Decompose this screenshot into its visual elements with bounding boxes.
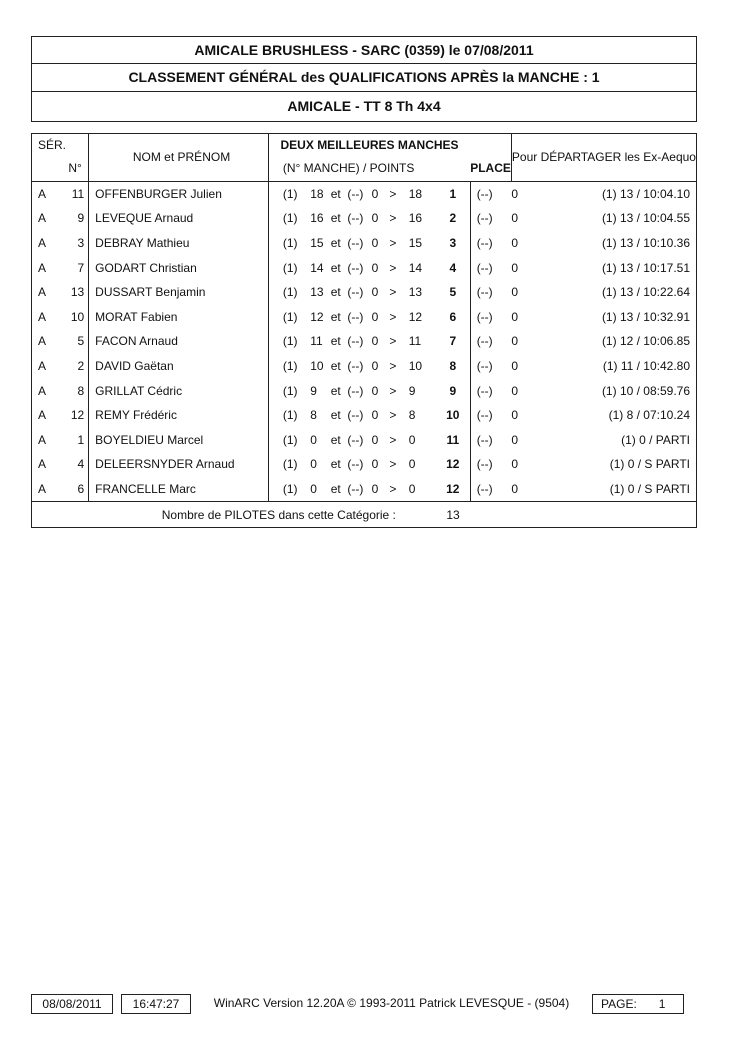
- arrow-label: >: [389, 309, 397, 324]
- total-points: 0: [408, 482, 416, 497]
- col-name-header: NOM et PRÉNOM: [89, 134, 269, 182]
- tiebreak-points: 0: [511, 260, 519, 275]
- table-row: [32, 280, 697, 305]
- pilot-count-value: 13: [436, 502, 470, 528]
- driver-name: DEBRAY Mathieu: [89, 231, 269, 256]
- series-cell: A: [32, 354, 67, 379]
- heat-2-points: 0: [371, 457, 379, 472]
- heat-2-points: 0: [371, 211, 379, 226]
- heat-2-points: 0: [371, 260, 379, 275]
- heat-2-points: 0: [371, 359, 379, 374]
- heat-1-points: 13: [310, 285, 324, 300]
- series-cell: A: [32, 403, 67, 428]
- series-cell: A: [32, 305, 67, 330]
- driver-name: FRANCELLE Marc: [89, 477, 269, 502]
- driver-name: BOYELDIEU Marcel: [89, 428, 269, 453]
- heat-1-number: (1): [282, 236, 298, 251]
- heat-2-number: (--): [347, 186, 364, 201]
- tiebreak-result: (1) 13 / 10:04.55: [551, 206, 696, 231]
- total-points: 8: [408, 408, 416, 423]
- tiebreak-result: (1) 0 / S PARTI: [551, 477, 696, 502]
- tiebreak-result: (1) 13 / 10:17.51: [551, 255, 696, 280]
- tiebreak-result: (1) 13 / 10:22.64: [551, 280, 696, 305]
- heat-2-points: 0: [371, 408, 379, 423]
- heat-2-points: 0: [371, 482, 379, 497]
- heat-2-number: (--): [347, 359, 364, 374]
- table-row: [32, 477, 697, 502]
- total-points: 16: [408, 211, 423, 226]
- series-cell: A: [32, 255, 67, 280]
- heat-2-points: 0: [371, 236, 379, 251]
- driver-number: 6: [66, 477, 89, 502]
- print-date: 08/08/2011: [31, 994, 113, 1014]
- heat-1-number: (1): [282, 482, 298, 497]
- tiebreak-heat: (--): [476, 285, 493, 300]
- category-title: AMICALE - TT 8 Th 4x4: [31, 91, 697, 122]
- arrow-label: >: [389, 457, 397, 472]
- heat-2-number: (--): [347, 260, 364, 275]
- col-tiebreak-header: Pour DÉPARTAGER les Ex-Aequo: [511, 134, 696, 182]
- arrow-label: >: [389, 260, 397, 275]
- footer: [31, 994, 684, 1014]
- total-points: 13: [408, 285, 423, 300]
- heat-2-number: (--): [347, 408, 364, 423]
- tiebreak-points: 0: [511, 408, 519, 423]
- table-row: [32, 354, 697, 379]
- summary-row: [32, 502, 697, 528]
- place-cell: 12: [436, 452, 470, 477]
- heat-1-number: (1): [282, 408, 298, 423]
- table-row: [32, 231, 697, 256]
- total-points: 0: [408, 457, 416, 472]
- driver-number: 11: [66, 181, 89, 206]
- classification-title: CLASSEMENT GÉNÉRAL des QUALIFICATIONS APRÈS la MANCHE : 1: [31, 63, 697, 92]
- driver-name: DAVID Gaëtan: [89, 354, 269, 379]
- total-points: 0: [408, 432, 416, 447]
- tiebreak-heat: (--): [476, 383, 493, 398]
- tiebreak-points: 0: [511, 236, 519, 251]
- tiebreak-heat: (--): [476, 211, 493, 226]
- driver-number: 9: [66, 206, 89, 231]
- heat-1-number: (1): [282, 260, 298, 275]
- heat-2-number: (--): [347, 211, 364, 226]
- driver-name: MORAT Fabien: [89, 305, 269, 330]
- table-row: [32, 305, 697, 330]
- table-row: [32, 452, 697, 477]
- col-no-header: N°: [66, 156, 89, 181]
- driver-name: GODART Christian: [89, 255, 269, 280]
- heat-1-points: 16: [310, 211, 324, 226]
- driver-name: DUSSART Benjamin: [89, 280, 269, 305]
- col-ser-header: SÉR.: [32, 134, 67, 157]
- event-title: AMICALE BRUSHLESS - SARC (0359) le 07/08/2011: [31, 36, 697, 64]
- col-place-header: PLACE: [470, 156, 511, 181]
- series-cell: A: [32, 452, 67, 477]
- series-cell: A: [32, 280, 67, 305]
- heat-1-points: 0: [310, 432, 317, 447]
- heat-1-number: (1): [282, 186, 298, 201]
- tiebreak-points: 0: [511, 334, 519, 349]
- tiebreak-points: 0: [511, 482, 519, 497]
- heat-2-points: 0: [371, 285, 379, 300]
- driver-number: 10: [66, 305, 89, 330]
- and-label: et: [330, 457, 341, 472]
- heat-1-number: (1): [282, 359, 298, 374]
- print-time: 16:47:27: [121, 994, 191, 1014]
- and-label: et: [330, 482, 341, 497]
- tiebreak-points: 0: [511, 309, 519, 324]
- table-row: [32, 255, 697, 280]
- and-label: et: [330, 309, 341, 324]
- tiebreak-result: (1) 0 / S PARTI: [551, 452, 696, 477]
- tiebreak-result: (1) 13 / 10:32.91: [551, 305, 696, 330]
- and-label: et: [330, 432, 341, 447]
- and-label: et: [330, 383, 341, 398]
- tiebreak-heat: (--): [476, 186, 493, 201]
- tiebreak-points: 0: [511, 285, 519, 300]
- driver-number: 5: [66, 329, 89, 354]
- place-cell: 2: [436, 206, 470, 231]
- tiebreak-result: (1) 11 / 10:42.80: [551, 354, 696, 379]
- driver-name: OFFENBURGER Julien: [89, 181, 269, 206]
- tiebreak-heat: (--): [476, 408, 493, 423]
- place-cell: 8: [436, 354, 470, 379]
- table-row: [32, 181, 697, 206]
- heat-1-points: 18: [310, 186, 324, 201]
- tiebreak-heat: (--): [476, 260, 493, 275]
- software-version: WinARC Version 12.20A © 1993-2011 Patrick LEVESQUE - (9504): [213, 996, 570, 1010]
- tiebreak-points: 0: [511, 359, 519, 374]
- and-label: et: [330, 408, 341, 423]
- heat-1-number: (1): [282, 383, 298, 398]
- place-cell: 11: [436, 428, 470, 453]
- table-row: [32, 329, 697, 354]
- driver-number: 12: [66, 403, 89, 428]
- driver-name: GRILLAT Cédric: [89, 378, 269, 403]
- heat-2-points: 0: [371, 186, 379, 201]
- series-cell: A: [32, 181, 67, 206]
- heat-1-points: 9: [310, 383, 317, 398]
- series-cell: A: [32, 477, 67, 502]
- heat-2-points: 0: [371, 432, 379, 447]
- driver-number: 4: [66, 452, 89, 477]
- driver-name: LEVEQUE Arnaud: [89, 206, 269, 231]
- tiebreak-result: (1) 8 / 07:10.24: [551, 403, 696, 428]
- total-points: 10: [408, 359, 423, 374]
- tiebreak-heat: (--): [476, 236, 493, 251]
- tiebreak-result: (1) 0 / PARTI: [551, 428, 696, 453]
- driver-number: 2: [66, 354, 89, 379]
- heat-2-points: 0: [371, 334, 379, 349]
- arrow-label: >: [389, 432, 397, 447]
- heat-1-points: 14: [310, 260, 324, 275]
- heat-1-points: 10: [310, 359, 324, 374]
- driver-number: 1: [66, 428, 89, 453]
- tiebreak-heat: (--): [476, 457, 493, 472]
- heat-2-points: 0: [371, 309, 379, 324]
- tiebreak-points: 0: [511, 383, 519, 398]
- heat-2-number: (--): [347, 285, 364, 300]
- total-points: 11: [408, 334, 422, 349]
- total-points: 9: [408, 383, 416, 398]
- tiebreak-result: (1) 13 / 10:04.10: [551, 181, 696, 206]
- tiebreak-points: 0: [511, 211, 519, 226]
- total-points: 14: [408, 260, 423, 275]
- heat-1-points: 15: [310, 236, 324, 251]
- series-cell: A: [32, 329, 67, 354]
- tiebreak-heat: (--): [476, 482, 493, 497]
- total-points: 12: [408, 309, 423, 324]
- heat-1-number: (1): [282, 309, 298, 324]
- place-cell: 3: [436, 231, 470, 256]
- heat-1-points: 11: [310, 334, 323, 349]
- tiebreak-result: (1) 13 / 10:10.36: [551, 231, 696, 256]
- and-label: et: [330, 285, 341, 300]
- heat-2-number: (--): [347, 236, 364, 251]
- arrow-label: >: [389, 383, 397, 398]
- place-cell: 10: [436, 403, 470, 428]
- heat-2-points: 0: [371, 383, 379, 398]
- tiebreak-points: 0: [511, 432, 519, 447]
- col-best-sub-header: (N° MANCHE) / POINTS: [268, 156, 470, 181]
- driver-name: DELEERSNYDER Arnaud: [89, 452, 269, 477]
- and-label: et: [330, 211, 341, 226]
- arrow-label: >: [389, 359, 397, 374]
- arrow-label: >: [389, 186, 397, 201]
- arrow-label: >: [389, 211, 397, 226]
- heat-1-number: (1): [282, 432, 298, 447]
- and-label: et: [330, 260, 341, 275]
- and-label: et: [330, 359, 341, 374]
- heat-1-number: (1): [282, 211, 298, 226]
- table-row: [32, 428, 697, 453]
- table-row: [32, 403, 697, 428]
- driver-number: 3: [66, 231, 89, 256]
- place-cell: 5: [436, 280, 470, 305]
- and-label: et: [330, 236, 341, 251]
- heat-2-number: (--): [347, 432, 364, 447]
- page-number: PAGE: 1: [592, 994, 684, 1014]
- heat-1-points: 8: [310, 408, 317, 423]
- heat-1-number: (1): [282, 457, 298, 472]
- tiebreak-heat: (--): [476, 309, 493, 324]
- arrow-label: >: [389, 408, 397, 423]
- place-cell: 9: [436, 378, 470, 403]
- place-cell: 12: [436, 477, 470, 502]
- heat-2-number: (--): [347, 457, 364, 472]
- tiebreak-heat: (--): [476, 359, 493, 374]
- place-cell: 6: [436, 305, 470, 330]
- driver-name: REMY Frédéric: [89, 403, 269, 428]
- driver-number: 8: [66, 378, 89, 403]
- driver-name: FACON Arnaud: [89, 329, 269, 354]
- heat-2-number: (--): [347, 334, 364, 349]
- arrow-label: >: [389, 285, 397, 300]
- heat-2-number: (--): [347, 482, 364, 497]
- results-table: [31, 133, 697, 528]
- and-label: et: [330, 334, 341, 349]
- arrow-label: >: [389, 236, 397, 251]
- table-header-row-1: [32, 134, 697, 157]
- col-best-header: DEUX MEILLEURES MANCHES: [268, 134, 470, 157]
- table-row: [32, 378, 697, 403]
- place-cell: 1: [436, 181, 470, 206]
- arrow-label: >: [389, 334, 397, 349]
- place-cell: 7: [436, 329, 470, 354]
- driver-number: 7: [66, 255, 89, 280]
- series-cell: A: [32, 206, 67, 231]
- heat-2-number: (--): [347, 383, 364, 398]
- tiebreak-heat: (--): [476, 432, 493, 447]
- heat-1-points: 0: [310, 457, 317, 472]
- heat-1-points: 12: [310, 309, 324, 324]
- tiebreak-heat: (--): [476, 334, 493, 349]
- driver-number: 13: [66, 280, 89, 305]
- tiebreak-result: (1) 12 / 10:06.85: [551, 329, 696, 354]
- heat-1-number: (1): [282, 334, 298, 349]
- arrow-label: >: [389, 482, 397, 497]
- tiebreak-result: (1) 10 / 08:59.76: [551, 378, 696, 403]
- total-points: 15: [408, 236, 423, 251]
- heat-1-number: (1): [282, 285, 298, 300]
- tiebreak-points: 0: [511, 186, 519, 201]
- table-row: [32, 206, 697, 231]
- heat-1-points: 0: [310, 482, 317, 497]
- tiebreak-points: 0: [511, 457, 519, 472]
- and-label: et: [330, 186, 341, 201]
- series-cell: A: [32, 378, 67, 403]
- series-cell: A: [32, 428, 67, 453]
- series-cell: A: [32, 231, 67, 256]
- pilot-count-label: Nombre de PILOTES dans cette Catégorie :: [32, 502, 436, 528]
- place-cell: 4: [436, 255, 470, 280]
- heat-2-number: (--): [347, 309, 364, 324]
- total-points: 18: [408, 186, 423, 201]
